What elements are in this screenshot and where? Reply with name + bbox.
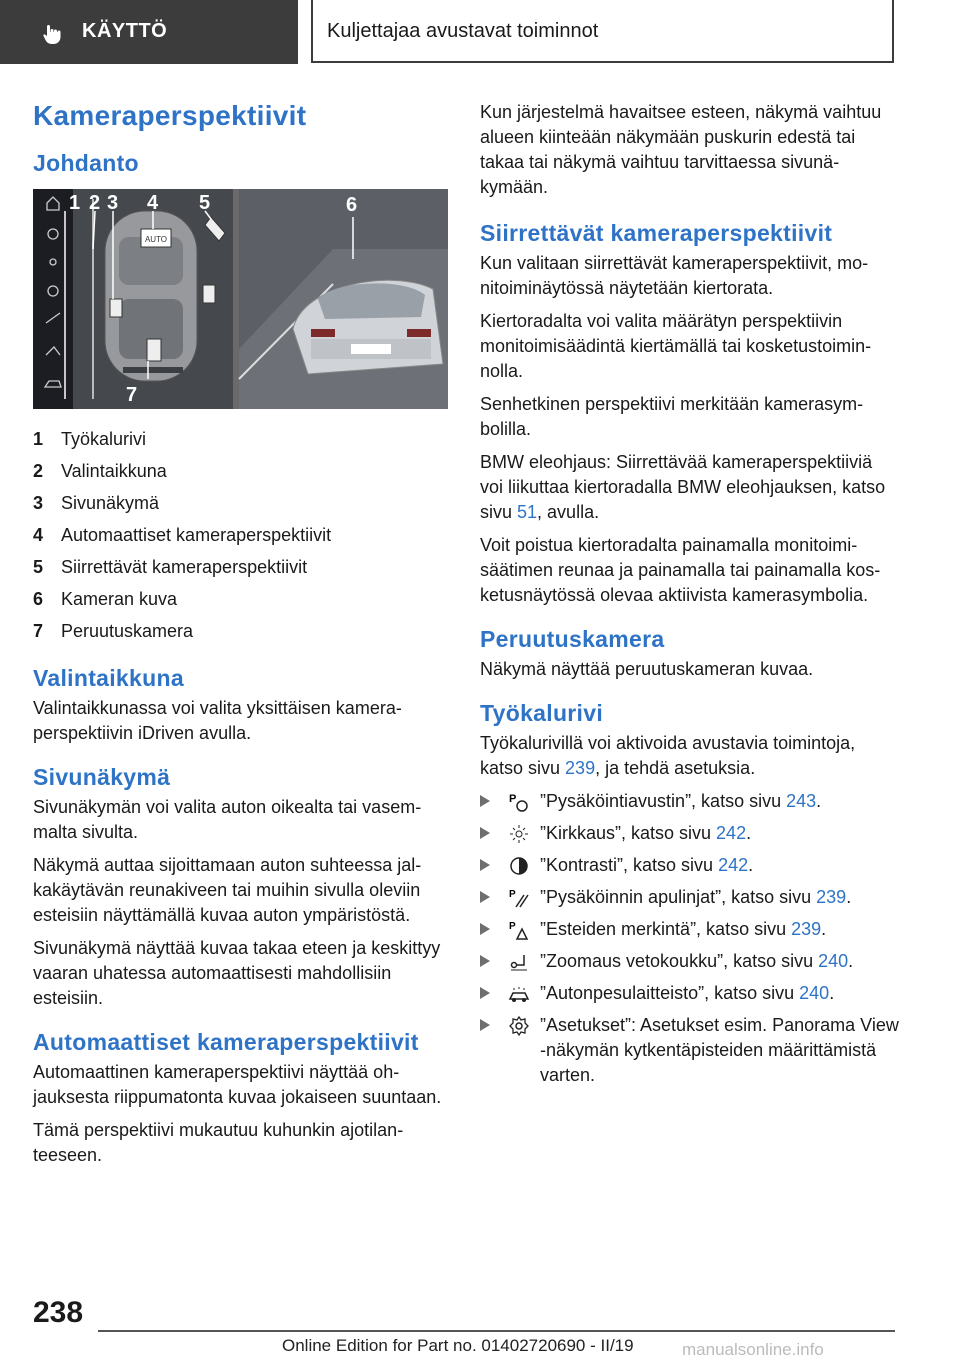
reversing-camera-text: Näkymä näyttää peruutuskameran kuvaa. xyxy=(480,659,814,679)
sivunakyma-text-3: Sivunäkymä näyttää kuvaa takaa eteen ja keskittyy vaaran uhatessa automaattisesti mahdollisiin esteisiin. xyxy=(33,938,441,1008)
svg-text:P: P xyxy=(509,921,516,932)
camera-view-figure xyxy=(33,189,448,409)
bullet-triangle-icon xyxy=(480,923,490,935)
page-link[interactable]: 239 xyxy=(816,887,847,907)
movable-text-2: Kiertoradalta voi valita määrätyn perspektiivin monitoimisäädintä kiertämällä tai kosketustoiminnolla. xyxy=(480,311,872,381)
page-link-51[interactable]: 51 xyxy=(517,502,538,522)
movable-text-3: Senhetkinen perspektiivi merkitään kamerasymbolilla. xyxy=(480,394,864,439)
valintaikkuna-heading: Valintaikkuna xyxy=(33,665,184,691)
list-item: P ”Esteiden merkintä”, katso sivu 239. xyxy=(480,917,900,942)
right-column xyxy=(480,100,900,1095)
contrast-icon xyxy=(508,855,530,877)
brightness-icon xyxy=(508,823,530,845)
movable-text-1: Kun valitaan siirrettävät kameraperspektiivit, monitoiminäytössä näytetään kiertorata. xyxy=(480,253,869,298)
bullet-triangle-icon xyxy=(480,795,490,807)
bullet-triangle-icon xyxy=(480,1019,490,1031)
figure-legend xyxy=(33,423,451,647)
parking-assistant-icon xyxy=(508,791,530,813)
obstacle-marking-icon xyxy=(508,919,530,941)
legend-item: 3 Sivunäkymä xyxy=(33,493,160,513)
movable-perspectives-heading: Siirrettävät kameraperspektiivit xyxy=(480,220,833,246)
tow-hitch-icon xyxy=(508,951,530,973)
toolbar-text: Työkalurivillä voi aktivoida avustavia toimintoja, katso sivu 239, ja tehdä asetuksia. xyxy=(480,733,856,778)
callout-4: 4 xyxy=(147,192,159,214)
svg-text:P: P xyxy=(509,793,517,805)
list-item: P ”Pysäköinnin apulinjat”, katso sivu 239. xyxy=(480,885,900,910)
auto-perspectives-text-1: Automaattinen kameraperspektiivi näyttää ohjauksesta riippumatonta kuvaa jokaiseen suuntaan. xyxy=(33,1062,442,1107)
callout-7: 7 xyxy=(126,384,138,406)
edition-note: Online Edition for Part no. 01402720690 - II/19 xyxy=(282,1336,634,1355)
hand-pointer-icon xyxy=(40,22,64,46)
footer-divider xyxy=(98,1330,895,1332)
list-item: ”Zoomaus vetokoukku”, katso sivu 240. xyxy=(480,949,900,974)
callout-2: 2 xyxy=(89,192,101,214)
page-link[interactable]: 242 xyxy=(718,855,749,875)
movable-text-5: Voit poistua kiertoradalta painamalla monitoimisäätimen reunaa ja painamalla tai painamalla kosketusnäytössä olevaa aktiivista kamerasymbolia. xyxy=(480,535,881,605)
page-link[interactable]: 240 xyxy=(818,951,849,971)
left-column xyxy=(33,100,451,1176)
legend-item: 4 Automaattiset kameraperspektiivit xyxy=(33,525,332,545)
page-link[interactable]: 243 xyxy=(786,791,817,811)
page-header xyxy=(0,0,960,66)
settings-gear-icon xyxy=(508,1015,530,1037)
camera-view-illustration xyxy=(33,189,448,409)
parking-lines-icon xyxy=(508,887,530,909)
bullet-triangle-icon xyxy=(480,955,490,967)
bullet-triangle-icon xyxy=(480,827,490,839)
sivunakyma-text-1: Sivunäkymän voi valita auton oikealta tai vasemmalta sivulta. xyxy=(33,797,422,842)
bullet-triangle-icon xyxy=(480,987,490,999)
bullet-triangle-icon xyxy=(480,891,490,903)
legend-item: 5 Siirrettävät kameraperspektiivit xyxy=(33,557,308,577)
valintaikkuna-text: Valintaikkunassa voi valita yksittäisen kameraperspektiivin iDriven avulla. xyxy=(33,698,402,743)
sivunakyma-heading: Sivunäkymä xyxy=(33,764,171,790)
callout-5: 5 xyxy=(199,192,211,214)
auto-perspectives-continued: Kun järjestelmä havaitsee esteen, näkymä vaihtuu alueen kiinteään näkymään puskurin edestä tai takaa tai näkymä vaihtuu tarvittaessa sivunäkymään. xyxy=(480,102,882,197)
section-tab[interactable] xyxy=(0,0,298,64)
toolbar-functions-list xyxy=(480,789,900,1088)
page-link[interactable]: 239 xyxy=(791,919,822,939)
car-wash-icon xyxy=(508,983,530,1005)
legend-item: 6 Kameran kuva xyxy=(33,589,178,609)
auto-camera-label: AUTO xyxy=(144,235,168,244)
reversing-camera-heading: Peruutuskamera xyxy=(480,626,665,652)
section-tab-label: KÄYTTÖ xyxy=(82,20,168,42)
intro-heading: Johdanto xyxy=(33,150,139,176)
toolbar-heading: Työkalurivi xyxy=(480,700,604,726)
auto-perspectives-heading: Automaattiset kameraperspektiivit xyxy=(33,1029,419,1055)
page-title: Kameraperspektiivit xyxy=(33,100,307,131)
watermark: manualsonline.info xyxy=(682,1340,824,1359)
auto-perspectives-text-2: Tämä perspektiivi mukautuu kuhunkin ajotilanteeseen. xyxy=(33,1120,404,1165)
legend-item: 1 Työkalurivi xyxy=(33,429,147,449)
page-link-239[interactable]: 239 xyxy=(565,758,596,778)
legend-item: 7 Peruutuskamera xyxy=(33,621,194,641)
chapter-tab[interactable] xyxy=(311,0,894,63)
page-link[interactable]: 240 xyxy=(799,983,830,1003)
list-item: ”Autonpesulaitteisto”, katso sivu 240. xyxy=(480,981,900,1006)
chapter-tab-label: Kuljettajaa avustavat toiminnot xyxy=(327,20,599,42)
callout-6: 6 xyxy=(346,194,358,216)
page-number: 238 xyxy=(33,1296,84,1329)
bullet-triangle-icon xyxy=(480,859,490,871)
list-item: ”Kirkkaus”, katso sivu 242. xyxy=(480,821,900,846)
callout-3: 3 xyxy=(107,192,119,214)
list-item: ”Asetukset”: Asetukset esim. Panorama View ‑näkymän kytkentäpisteiden määrittämistä varten. xyxy=(480,1013,900,1088)
list-item: ”Kontrasti”, katso sivu 242. xyxy=(480,853,900,878)
page-link[interactable]: 242 xyxy=(716,823,747,843)
legend-item: 2 Valintaikkuna xyxy=(33,461,167,481)
svg-text:P: P xyxy=(509,889,516,900)
sivunakyma-text-2: Näkymä auttaa sijoittamaan auton suhteessa jalkakäytävän reunakiveen tai muihin sivulla oleviin esteisiin näyttämällä kuvaa auton ympäristöstä. xyxy=(33,855,422,925)
callout-1: 1 xyxy=(69,192,81,214)
list-item: P ”Pysäköintiavustin”, katso sivu 243. xyxy=(480,789,900,814)
movable-text-4: BMW eleohjaus: Siirrettävää kameraperspektiiviä voi liikuttaa kiertoradalla BMW eleohjauksen, katso sivu 51, avulla. xyxy=(480,452,886,522)
